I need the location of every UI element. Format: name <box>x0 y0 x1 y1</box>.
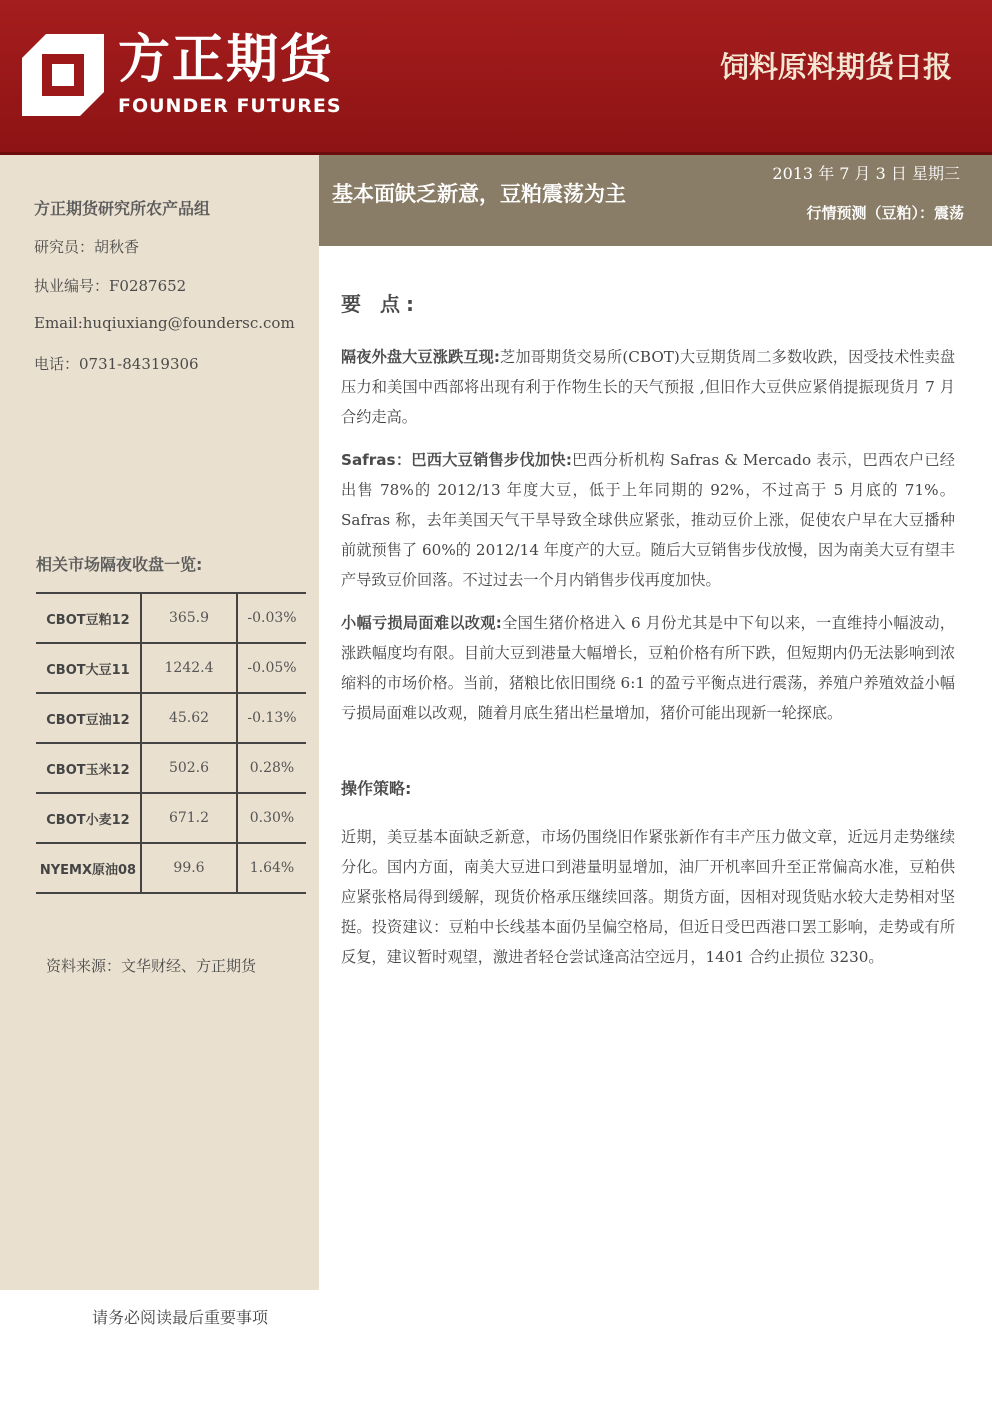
market-forecast: 行情预测（豆粕）：震荡 <box>806 204 964 222</box>
contract-name: CBOT大豆11 <box>36 643 141 693</box>
closing-price: 502.6 <box>141 743 237 793</box>
department-name: 方正期货研究所农产品组 <box>34 199 211 218</box>
market-table-title: 相关市场隔夜收盘一览: <box>36 555 203 574</box>
market-close-table <box>36 592 306 894</box>
price-change: 0.30% <box>237 793 306 843</box>
strategy-title: 操作策略: <box>341 779 412 798</box>
headline: 基本面缺乏新意，豆粕震荡为主 <box>332 182 626 206</box>
researcher-name: 研究员：胡秋香 <box>34 238 140 256</box>
price-change: -0.13% <box>237 693 306 743</box>
report-title: 饲料原料期货日报 <box>719 50 952 84</box>
closing-price: 99.6 <box>141 843 237 893</box>
section-brazil-sales <box>341 445 955 595</box>
price-change: 1.64% <box>237 843 306 893</box>
phone-number: 电话：0731-84319306 <box>34 355 199 373</box>
data-source: 资料来源：文华财经、方正期货 <box>46 957 257 975</box>
price-change: -0.05% <box>237 643 306 693</box>
contract-name: CBOT小麦12 <box>36 793 141 843</box>
closing-price: 45.62 <box>141 693 237 743</box>
section-body: 巴西分析机构 Safras & Mercado 表示，巴西农户已经出售 78%的 2012/13 年度大豆，低于上年同期的 92%，不过高于 5 月底的 71%。Safras 称，去年美国天气干旱导致全球供应紧张，推动豆价上涨，促使农户早在大豆播种前就预售了 60%的 2012/14 年度产的大豆。随后大豆销售步伐放慢，因为南美大豆有望丰产导致豆价回落。不过过去一个月内销售步伐再度加快。 <box>341 451 955 589</box>
table-row <box>36 743 306 793</box>
closing-price: 1242.4 <box>141 643 237 693</box>
license-number: 执业编号：F0287652 <box>34 277 187 295</box>
table-row <box>36 643 306 693</box>
key-points-title: 要 点: <box>341 292 420 316</box>
price-change: -0.03% <box>237 593 306 643</box>
contract-name: CBOT豆粕12 <box>36 593 141 643</box>
section-strategy <box>341 822 955 972</box>
report-header <box>0 0 992 152</box>
contract-name: CBOT豆油12 <box>36 693 141 743</box>
section-body: 芝加哥期货交易所(CBOT)大豆期货周二多数收跌，因受技术性卖盘压力和美国中西部将出现有利于作物生长的天气预报 ,但旧作大豆供应紧俏提振现货月 7 月合约走高。 <box>341 348 956 426</box>
section-lead: Safras：巴西大豆销售步伐加快: <box>341 451 572 469</box>
table-row <box>36 693 306 743</box>
section-overnight-soybean <box>341 342 955 432</box>
table-row <box>36 593 306 643</box>
price-change: 0.28% <box>237 743 306 793</box>
closing-price: 365.9 <box>141 593 237 643</box>
closing-price: 671.2 <box>141 793 237 843</box>
contract-name: CBOT玉米12 <box>36 743 141 793</box>
section-hog-losses <box>341 608 955 728</box>
table-row <box>36 843 306 893</box>
brand-name-chinese: 方正期货 <box>118 30 335 90</box>
strategy-body: 近期，美豆基本面缺乏新意，市场仍围绕旧作紧张新作有丰产压力做文章，近远月走势继续分化。国内方面，南美大豆进口到港量明显增加，油厂开机率回升至正常偏高水准，豆粕供应紧张格局得到缓解，现货价格承压继续回落。期货方面，因相对现货贴水较大走势相对坚挺。投资建议：豆粕中长线基本面仍呈偏空格局，但近日受巴西港口罢工影响，走势或有所反复，建议暂时观望，激进者轻仓尝试逢高沽空远月，1401 合约止损位 3230。 <box>341 828 955 966</box>
founder-logo-icon <box>22 34 104 116</box>
section-body: 全国生猪价格进入 6 月份尤其是中下旬以来，一直维持小幅波动，涨跌幅度均有限。目前大豆到港量大幅增长，豆粕价格有所下跌，但短期内仍无法影响到浓缩料的市场价格。当前，猪粮比依旧围绕 6:1 的盈亏平衡点进行震荡，养殖户养殖效益小幅亏损局面难以改观，随着月底生猪出栏量增加，猪价可能出现新一轮探底。 <box>341 614 955 722</box>
table-row <box>36 793 306 843</box>
contract-name: NYEMX原油08 <box>36 843 141 893</box>
footer-disclaimer-note: 请务必阅读最后重要事项 <box>92 1308 269 1327</box>
section-lead: 小幅亏损局面难以改观: <box>341 614 502 632</box>
brand-name-english: FOUNDER FUTURES <box>118 95 342 117</box>
report-date: 2013 年 7 月 3 日 星期三 <box>772 164 960 183</box>
email-address: Email:huqiuxiang@foundersc.com <box>34 314 295 332</box>
section-lead: 隔夜外盘大豆涨跌互现: <box>341 348 500 366</box>
